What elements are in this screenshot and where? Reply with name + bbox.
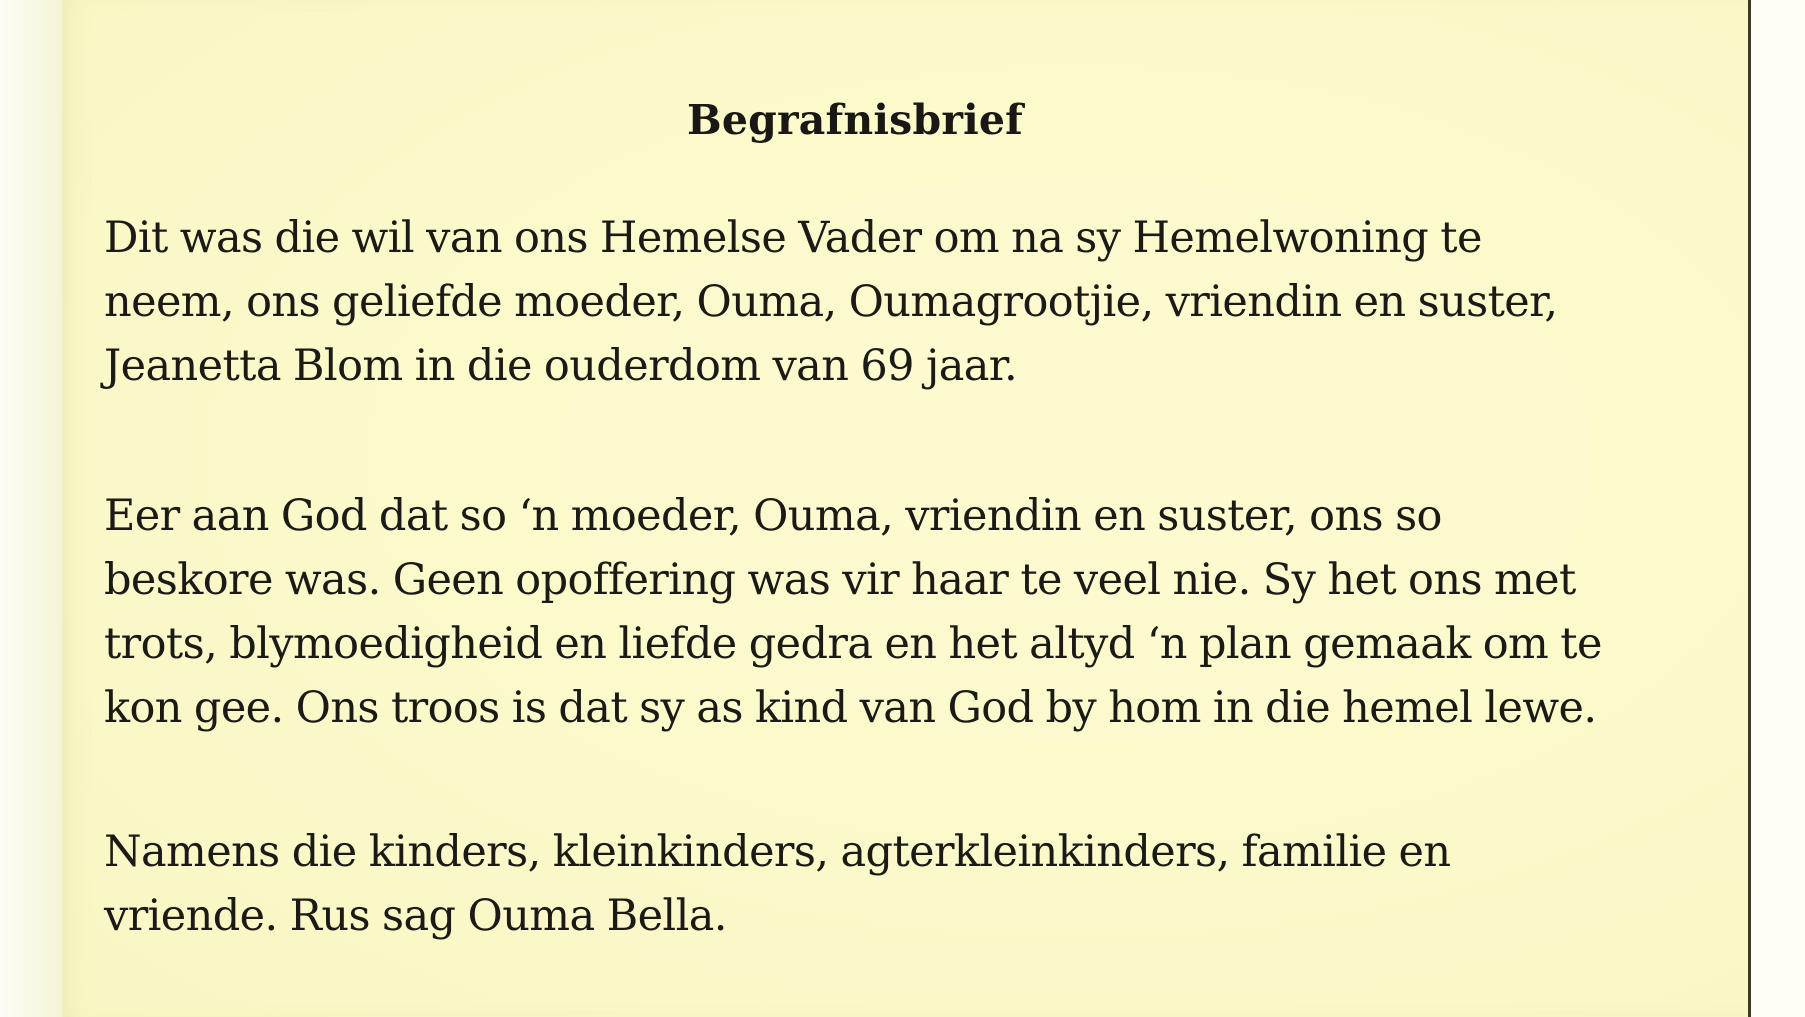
scan-right-margin: [1751, 0, 1805, 1017]
text-line: vriende. Rus sag Ouma Bella.: [104, 891, 727, 941]
text-line: neem, ons geliefde moeder, Ouma, Oumagrootjie, vriendin en suster,: [104, 277, 1558, 327]
paragraph-signoff: [104, 820, 1451, 948]
letter-title: [0, 96, 1805, 144]
text-line: kon gee. Ons troos is dat sy as kind van God by hom in die hemel lewe.: [104, 683, 1597, 733]
text-line: Eer aan God dat so ‘n moeder, Ouma, vriendin en suster, ons so: [104, 491, 1442, 541]
paragraph-tribute: [104, 484, 1602, 740]
text-line: Namens die kinders, kleinkinders, agterkleinkinders, familie en: [104, 827, 1451, 877]
text-line: beskore was. Geen opoffering was vir haar te veel nie. Sy het ons met: [104, 555, 1576, 605]
text-line: Dit was die wil van ons Hemelse Vader om na sy Hemelwoning te: [104, 213, 1482, 263]
text-line: trots, blymoedigheid en liefde gedra en het altyd ‘n plan gemaak om te: [104, 619, 1602, 669]
paragraph-announcement: [104, 206, 1557, 398]
letter-title-text: Begrafnisbrief: [686, 96, 1024, 144]
scan-left-margin: [0, 0, 62, 1017]
text-line: Jeanetta Blom in die ouderdom van 69 jaar.: [104, 341, 1018, 391]
